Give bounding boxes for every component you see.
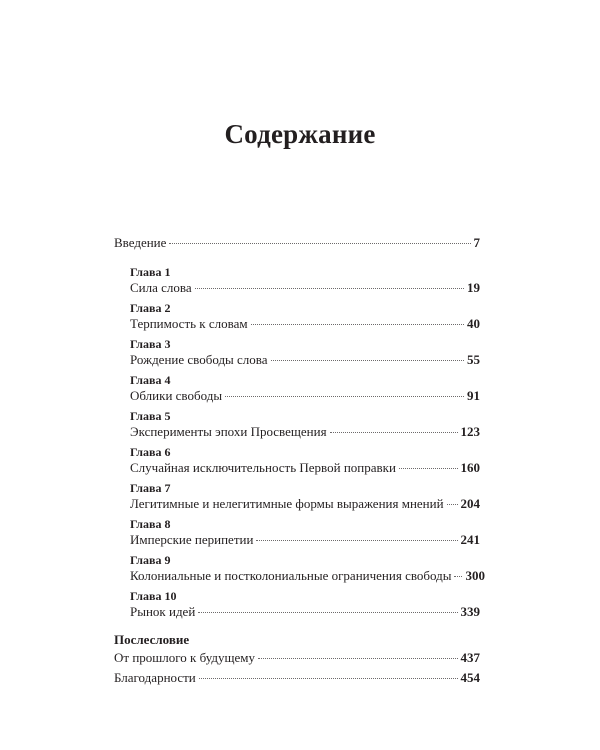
dot-leader <box>330 432 458 433</box>
toc-entry-label: Имперские перипетии <box>130 532 254 547</box>
chapter-heading: Глава 1 <box>130 265 171 279</box>
toc-entry-label: Рынок идей <box>130 604 196 619</box>
chapter-heading: Глава 5 <box>130 409 171 423</box>
toc-entry-label: Сила слова <box>130 280 192 295</box>
dot-leader <box>454 576 462 577</box>
chapter-heading: Глава 6 <box>130 445 171 459</box>
toc-entry-chapter-2[interactable] <box>130 316 480 332</box>
dot-leader <box>258 658 457 659</box>
toc-entry-chapter-5[interactable] <box>130 424 480 440</box>
toc-entry-chapter-7[interactable] <box>130 496 480 512</box>
dot-leader <box>271 360 464 361</box>
chapter-heading: Глава 7 <box>130 481 171 495</box>
toc-entry-label: Благодарности <box>114 670 196 685</box>
page-number: 437 <box>460 650 480 665</box>
page-number: 454 <box>460 670 480 685</box>
page-number: 40 <box>467 316 480 331</box>
toc-entry-label: От прошлого к будущему <box>114 650 256 665</box>
toc-entry-label: Терпимость к словам <box>130 316 248 331</box>
page-number: 204 <box>460 496 480 511</box>
toc-entry-label: Эксперименты эпохи Просвещения <box>130 424 327 439</box>
dot-leader <box>169 243 470 244</box>
page-number: 123 <box>460 424 480 439</box>
page-number: 7 <box>473 235 480 250</box>
dot-leader <box>256 540 457 541</box>
dot-leader <box>195 288 464 289</box>
chapter-heading: Глава 3 <box>130 337 171 351</box>
toc-entry-afterword[interactable] <box>114 650 480 666</box>
toc-entry-label: Облики свободы <box>130 388 223 403</box>
dot-leader <box>447 504 458 505</box>
page-title: Содержание <box>224 119 376 150</box>
dot-leader <box>251 324 464 325</box>
dot-leader <box>198 612 457 613</box>
chapter-heading: Глава 2 <box>130 301 171 315</box>
chapter-heading: Глава 10 <box>130 589 177 603</box>
dot-leader <box>399 468 458 469</box>
toc-entry-chapter-10[interactable] <box>130 604 480 620</box>
page-number: 160 <box>460 460 480 475</box>
dot-leader <box>199 678 458 679</box>
chapter-heading: Глава 4 <box>130 373 171 387</box>
toc-entry-chapter-8[interactable] <box>130 532 480 548</box>
chapter-heading: Глава 8 <box>130 517 171 531</box>
toc-entry-label: Введение <box>114 235 167 250</box>
chapter-heading: Глава 9 <box>130 553 171 567</box>
page-number: 55 <box>467 352 480 367</box>
page-number: 19 <box>467 280 480 295</box>
page-number: 339 <box>460 604 480 619</box>
afterword-heading: Послесловие <box>114 632 190 647</box>
toc-entry-label: Легитимные и нелегитимные формы выражения мнений <box>130 496 444 511</box>
toc-entry-introduction[interactable] <box>114 235 480 251</box>
toc-entry-chapter-4[interactable] <box>130 388 480 404</box>
page-number: 241 <box>460 532 480 547</box>
toc-entry-label: Рождение свободы слова <box>130 352 268 367</box>
toc-entry-chapter-1[interactable] <box>130 280 480 296</box>
toc-entry-chapter-9[interactable] <box>130 568 485 584</box>
toc-entry-chapter-6[interactable] <box>130 460 480 476</box>
page-number: 300 <box>465 568 485 583</box>
toc-entry-chapter-3[interactable] <box>130 352 480 368</box>
toc-entry-acknowledgements[interactable] <box>114 670 480 686</box>
toc-entry-label: Колониальные и постколониальные ограничения свободы <box>130 568 452 583</box>
dot-leader <box>225 396 464 397</box>
page-number: 91 <box>467 388 480 403</box>
toc-entry-label: Случайная исключительность Первой поправки <box>130 460 396 475</box>
